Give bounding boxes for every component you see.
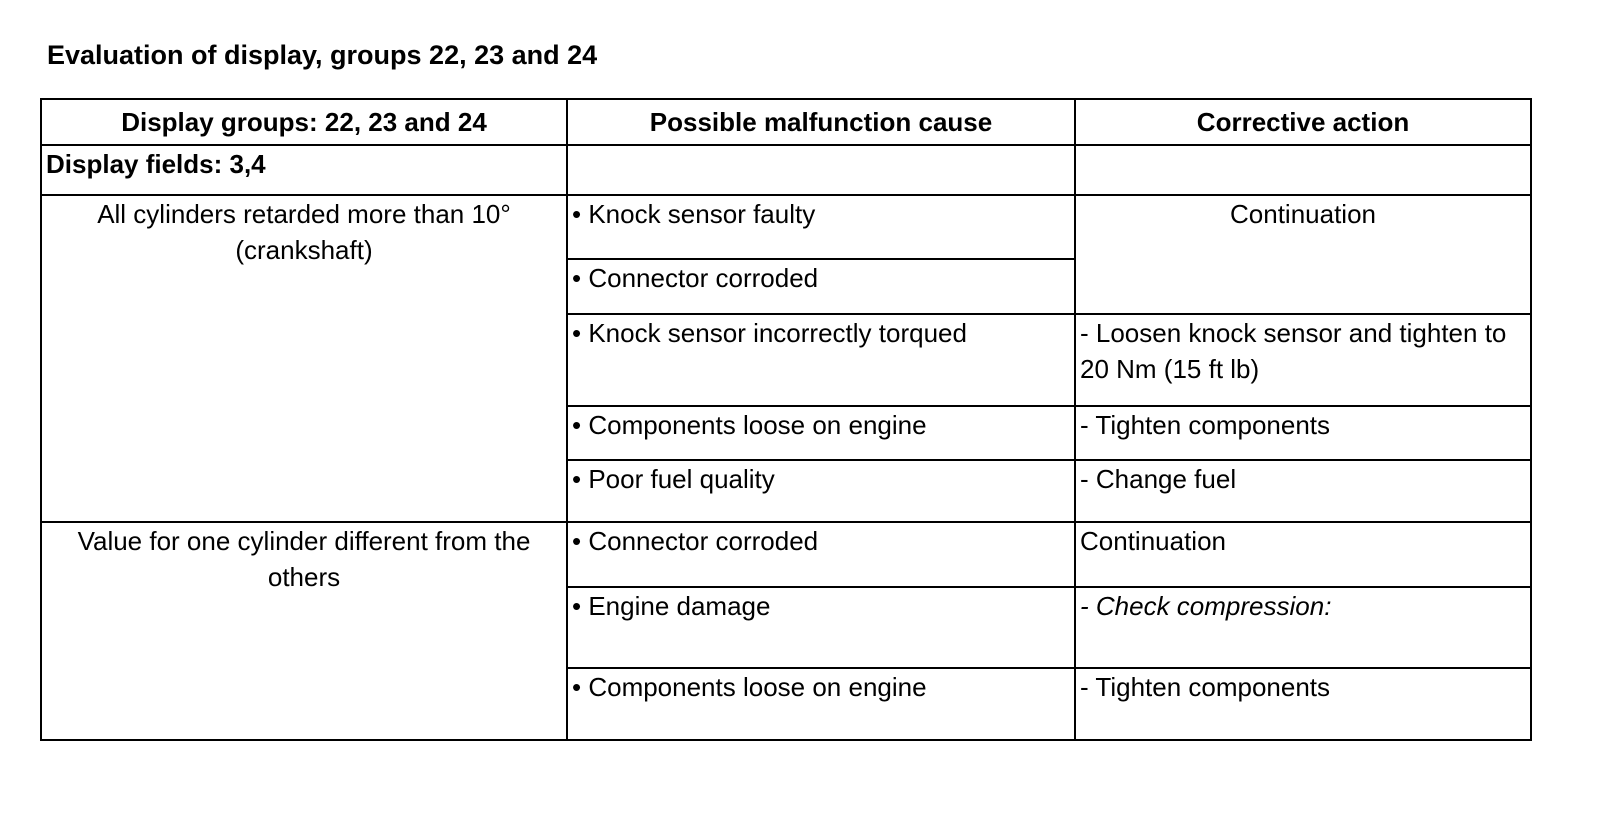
evaluation-table — [40, 98, 1532, 741]
cause-cell: • Knock sensor faulty — [567, 195, 1075, 259]
empty-cell — [567, 145, 1075, 195]
cause-cell: • Connector corroded — [567, 259, 1075, 314]
table-header-row — [41, 99, 1531, 145]
cause-cell: • Poor fuel quality — [567, 460, 1075, 522]
action-cell: Continuation — [1075, 195, 1531, 314]
empty-cell — [1075, 145, 1531, 195]
display-fields-row — [41, 145, 1531, 195]
action-cell: - Check compression: — [1075, 587, 1531, 668]
header-display-groups: Display groups: 22, 23 and 24 — [41, 99, 567, 145]
cause-cell: • Engine damage — [567, 587, 1075, 668]
page-title: Evaluation of display, groups 22, 23 and 24 — [47, 40, 598, 70]
table-row — [41, 195, 1531, 259]
action-cell: Continuation — [1075, 522, 1531, 587]
condition-cell: Value for one cylinder different from the others — [41, 522, 567, 740]
display-fields-label: Display fields: 3,4 — [41, 145, 567, 195]
condition-cell: All cylinders retarded more than 10° (crankshaft) — [41, 195, 567, 522]
header-corrective-action: Corrective action — [1075, 99, 1531, 145]
cause-cell: • Connector corroded — [567, 522, 1075, 587]
action-cell: - Loosen knock sensor and tighten to 20 Nm (15 ft lb) — [1075, 314, 1531, 406]
action-cell: - Tighten components — [1075, 406, 1531, 460]
cause-cell: • Knock sensor incorrectly torqued — [567, 314, 1075, 406]
action-cell: - Change fuel — [1075, 460, 1531, 522]
action-cell: - Tighten components — [1075, 668, 1531, 740]
table-row — [41, 522, 1531, 587]
header-malfunction-cause: Possible malfunction cause — [567, 99, 1075, 145]
cause-cell: • Components loose on engine — [567, 668, 1075, 740]
cause-cell: • Components loose on engine — [567, 406, 1075, 460]
